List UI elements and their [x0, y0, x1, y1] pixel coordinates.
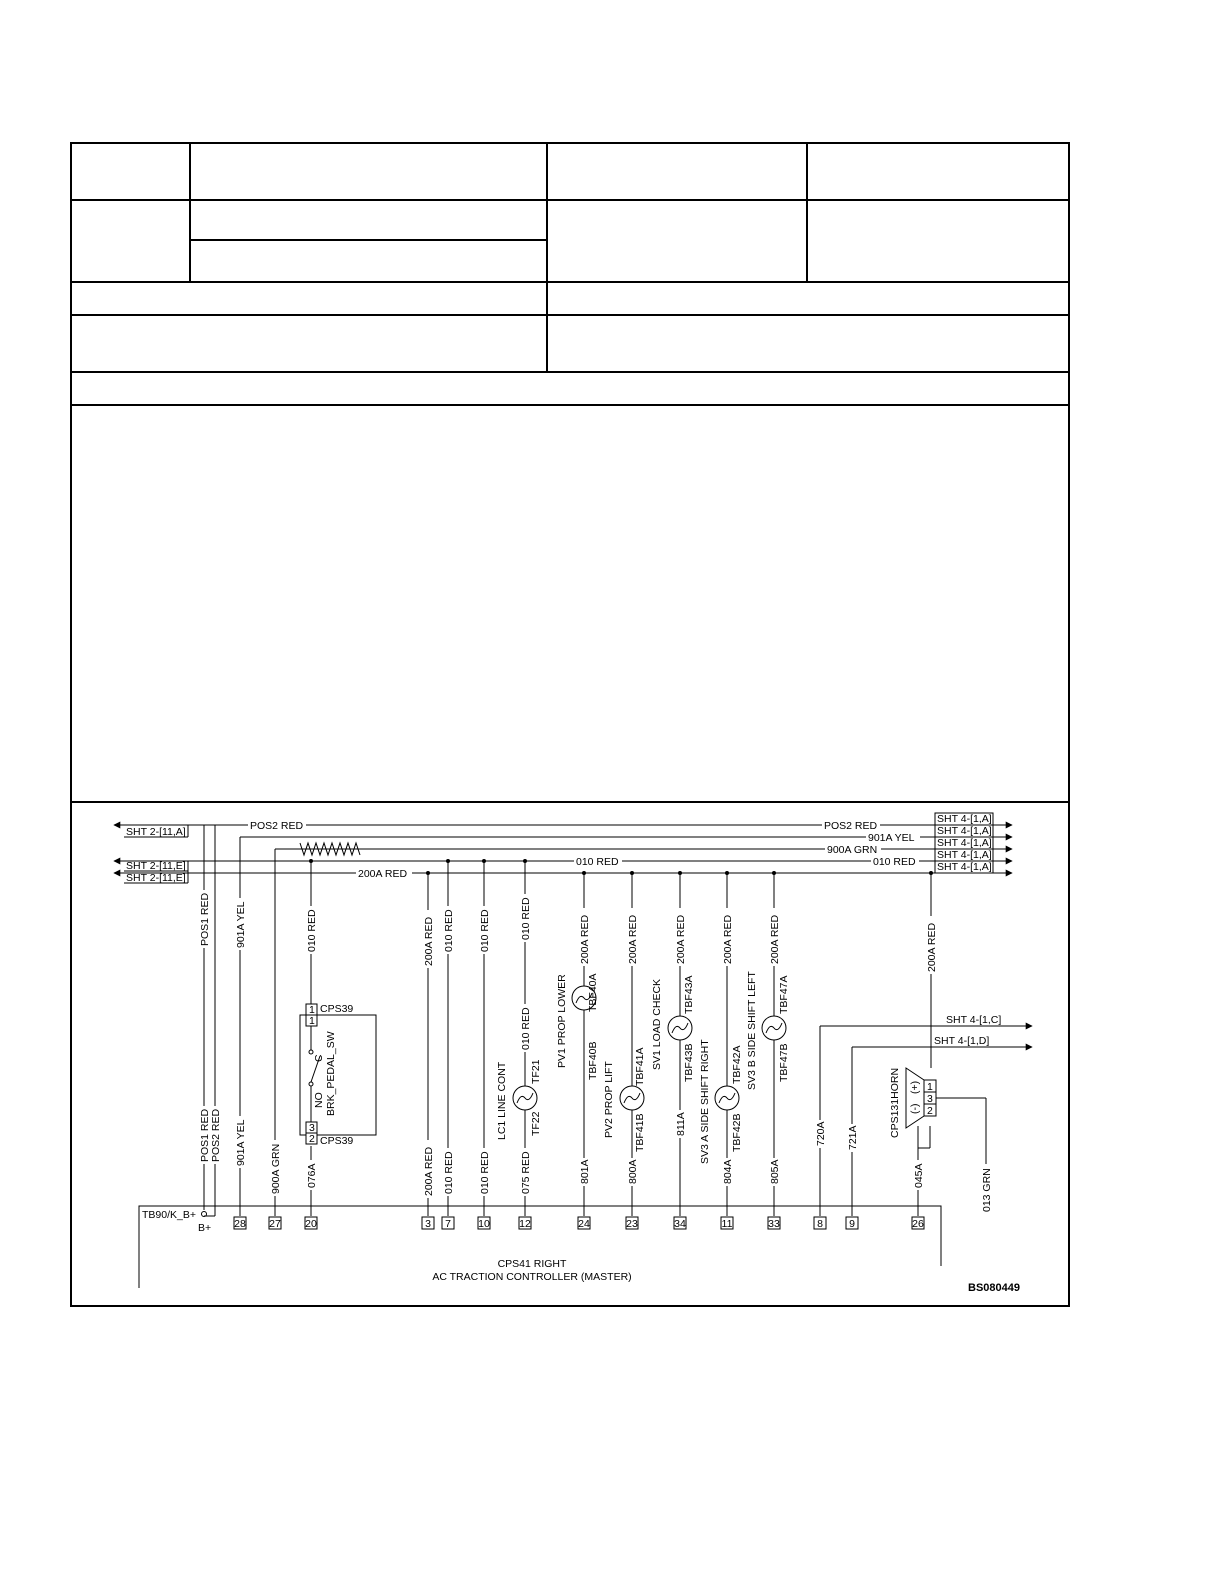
horn-return-label: 013 GRN	[981, 1168, 993, 1212]
offsheet-right-3: SHT 4-[1,A]	[937, 837, 992, 849]
offsheet-right-1: SHT 4-[1,A]	[937, 813, 992, 825]
switch-c-label: C	[313, 1054, 325, 1062]
w9-bottom-label: 721A	[847, 1125, 859, 1150]
pos2-bus-label-right: POS2 RED	[824, 820, 878, 832]
coil-pv2	[620, 1086, 644, 1110]
w11-top-label: 200A RED	[722, 914, 734, 964]
w10-bottom-label: 010 RED	[479, 1151, 491, 1194]
pv2-tbf41b: TBF41B	[634, 1113, 646, 1152]
controller-pins	[234, 1217, 924, 1230]
horn-plus: (+)	[909, 1080, 921, 1094]
w12-mid-label: 010 RED	[520, 1007, 532, 1050]
pos1-bottom-label: POS1 RED	[199, 1108, 211, 1162]
w23-top-label: 200A RED	[627, 914, 639, 964]
sv3a-tbf42b: TBF42B	[731, 1113, 743, 1152]
brake-pedal-switch	[300, 1003, 376, 1147]
w33-bottom-label: 805A	[769, 1159, 781, 1184]
pin-9: 9	[849, 1218, 855, 1230]
pv1-tbf40a: TBF40A	[587, 973, 599, 1012]
horn-pin-1: 1	[927, 1081, 933, 1093]
offsheet-right-2: SHT 4-[1,A]	[937, 825, 992, 837]
pin-11: 11	[721, 1218, 733, 1230]
w24-bottom-label: 801A	[579, 1159, 591, 1184]
offsheet-right-4: SHT 4-[1,A]	[937, 849, 992, 861]
pin-12: 12	[519, 1218, 531, 1230]
horn-name: CPS131HORN	[889, 1067, 901, 1138]
sv3b-name: SV3 B SIDE SHIFT LEFT	[746, 971, 758, 1090]
cps39-pin-1-top: 1	[309, 1004, 315, 1016]
offsheet-right-group	[935, 813, 993, 873]
pv1-tbf40b: TBF40B	[587, 1041, 599, 1080]
red010-bus-label-right: 010 RED	[873, 856, 916, 868]
pv2-name: PV2 PROP LIFT	[603, 1061, 615, 1138]
yel-bottom-label: 901A YEL	[235, 1119, 247, 1166]
pv1-name: PV1 PROP LOWER	[556, 974, 568, 1068]
switch-name: BRK_PEDAL_SW	[325, 1031, 337, 1116]
sv1-name: SV1 LOAD CHECK	[651, 978, 663, 1070]
pin-3: 3	[425, 1218, 431, 1230]
lc1-name: LC1 LINE CONT	[496, 1061, 508, 1140]
pin-34: 34	[674, 1218, 686, 1230]
pin-33: 33	[768, 1218, 780, 1230]
red010-bus-label-mid: 010 RED	[576, 856, 619, 868]
sv1-tbf43b: TBF43B	[683, 1043, 695, 1082]
sv3a-tbf42a: TBF42A	[731, 1045, 743, 1084]
vertical-wires	[204, 825, 1032, 1216]
horn	[889, 1068, 936, 1138]
pos1-top-label: POS1 RED	[199, 892, 211, 946]
w20-top-label: 010 RED	[306, 909, 318, 952]
offsheet-lower-d: SHT 4-[1,D]	[934, 1035, 990, 1047]
sv3b-tbf47b: TBF47B	[778, 1043, 790, 1082]
w20-bottom-label: 076A	[306, 1163, 318, 1188]
w33-top-label: 200A RED	[769, 914, 781, 964]
yel-bus-label: 901A YEL	[868, 832, 915, 844]
pin-23: 23	[626, 1218, 638, 1230]
pin-24: 24	[578, 1218, 590, 1230]
offsheet-left-2: SHT 2-[11,E]	[126, 860, 186, 872]
cps39-pin-2: 2	[309, 1133, 315, 1145]
cps39-label-top: CPS39	[320, 1003, 354, 1015]
pv2-tbf41a: TBF41A	[634, 1047, 646, 1086]
coil-lc1	[513, 1086, 537, 1110]
pos2-bus-label-left: POS2 RED	[250, 820, 304, 832]
w10-top-label: 010 RED	[479, 909, 491, 952]
grn-bottom-label: 900A GRN	[270, 1143, 282, 1194]
red200-bus-label: 200A RED	[358, 868, 408, 880]
pin-8: 8	[817, 1218, 823, 1230]
controller-line2: AC TRACTION CONTROLLER (MASTER)	[432, 1271, 632, 1283]
w34-bottom-label: 811A	[675, 1112, 687, 1136]
w7-bottom-label: 010 RED	[443, 1151, 455, 1194]
switch-no-label: NO	[313, 1092, 325, 1108]
w11-bottom-label: 804A	[722, 1159, 734, 1184]
w26-top-label: 200A RED	[926, 922, 938, 972]
b-plus-label: B+	[198, 1222, 212, 1234]
w24-top-label: 200A RED	[579, 914, 591, 964]
cps39-label-bottom: CPS39	[320, 1135, 354, 1147]
pin-26: 26	[912, 1218, 924, 1230]
lc1-tf21: TF21	[530, 1059, 542, 1084]
w26-bottom-label: 045A	[913, 1163, 925, 1188]
offsheet-left-3: SHT 2-[11,E]	[126, 872, 186, 884]
sv1-tbf43a: TBF43A	[683, 975, 695, 1014]
pin-28: 28	[234, 1218, 246, 1230]
pin-7: 7	[445, 1218, 451, 1230]
controller-line1: CPS41 RIGHT	[497, 1258, 567, 1270]
pos2-bottom-label: POS2 RED	[210, 1108, 222, 1162]
drawing-number: BS080449	[968, 1282, 1020, 1294]
pin-27: 27	[269, 1218, 281, 1230]
offsheet-lower-c: SHT 4-[1,C]	[946, 1014, 1002, 1026]
coil-sv3b	[762, 1016, 786, 1040]
pin-10: 10	[478, 1218, 490, 1230]
w12-bottom-label: 075 RED	[520, 1151, 532, 1194]
w23-bottom-label: 800A	[627, 1159, 639, 1184]
horn-minus: (-)	[909, 1103, 921, 1114]
pin-20: 20	[305, 1218, 317, 1230]
w3-top-label: 200A RED	[423, 916, 435, 966]
coil-sv1	[668, 1016, 692, 1040]
sv3b-tbf47a: TBF47A	[778, 975, 790, 1014]
grn-bus-label: 900A GRN	[827, 844, 878, 856]
cps39-pin-1-inner: 1	[309, 1015, 315, 1027]
offsheet-right-5: SHT 4-[1,A]	[937, 861, 992, 873]
horn-pin-2: 2	[927, 1105, 933, 1117]
cps39-pin-3: 3	[309, 1122, 315, 1134]
w34-top-label: 200A RED	[675, 914, 687, 964]
w12-top-label: 010 RED	[520, 897, 532, 940]
tb90-label: TB90/K_B+	[142, 1209, 196, 1221]
coil-sv3a	[715, 1086, 739, 1110]
w8-bottom-label: 720A	[815, 1121, 827, 1146]
horn-pin-3: 3	[927, 1093, 933, 1105]
w3-bottom-label: 200A RED	[423, 1146, 435, 1196]
sv3a-name: SV3 A SIDE SHIFT RIGHT	[699, 1039, 711, 1164]
lc1-tf22: TF22	[530, 1111, 542, 1136]
offsheet-left-1: SHT 2-[11,A]	[126, 826, 186, 838]
w7-top-label: 010 RED	[443, 909, 455, 952]
yel-top-label: 901A YEL	[235, 901, 247, 948]
